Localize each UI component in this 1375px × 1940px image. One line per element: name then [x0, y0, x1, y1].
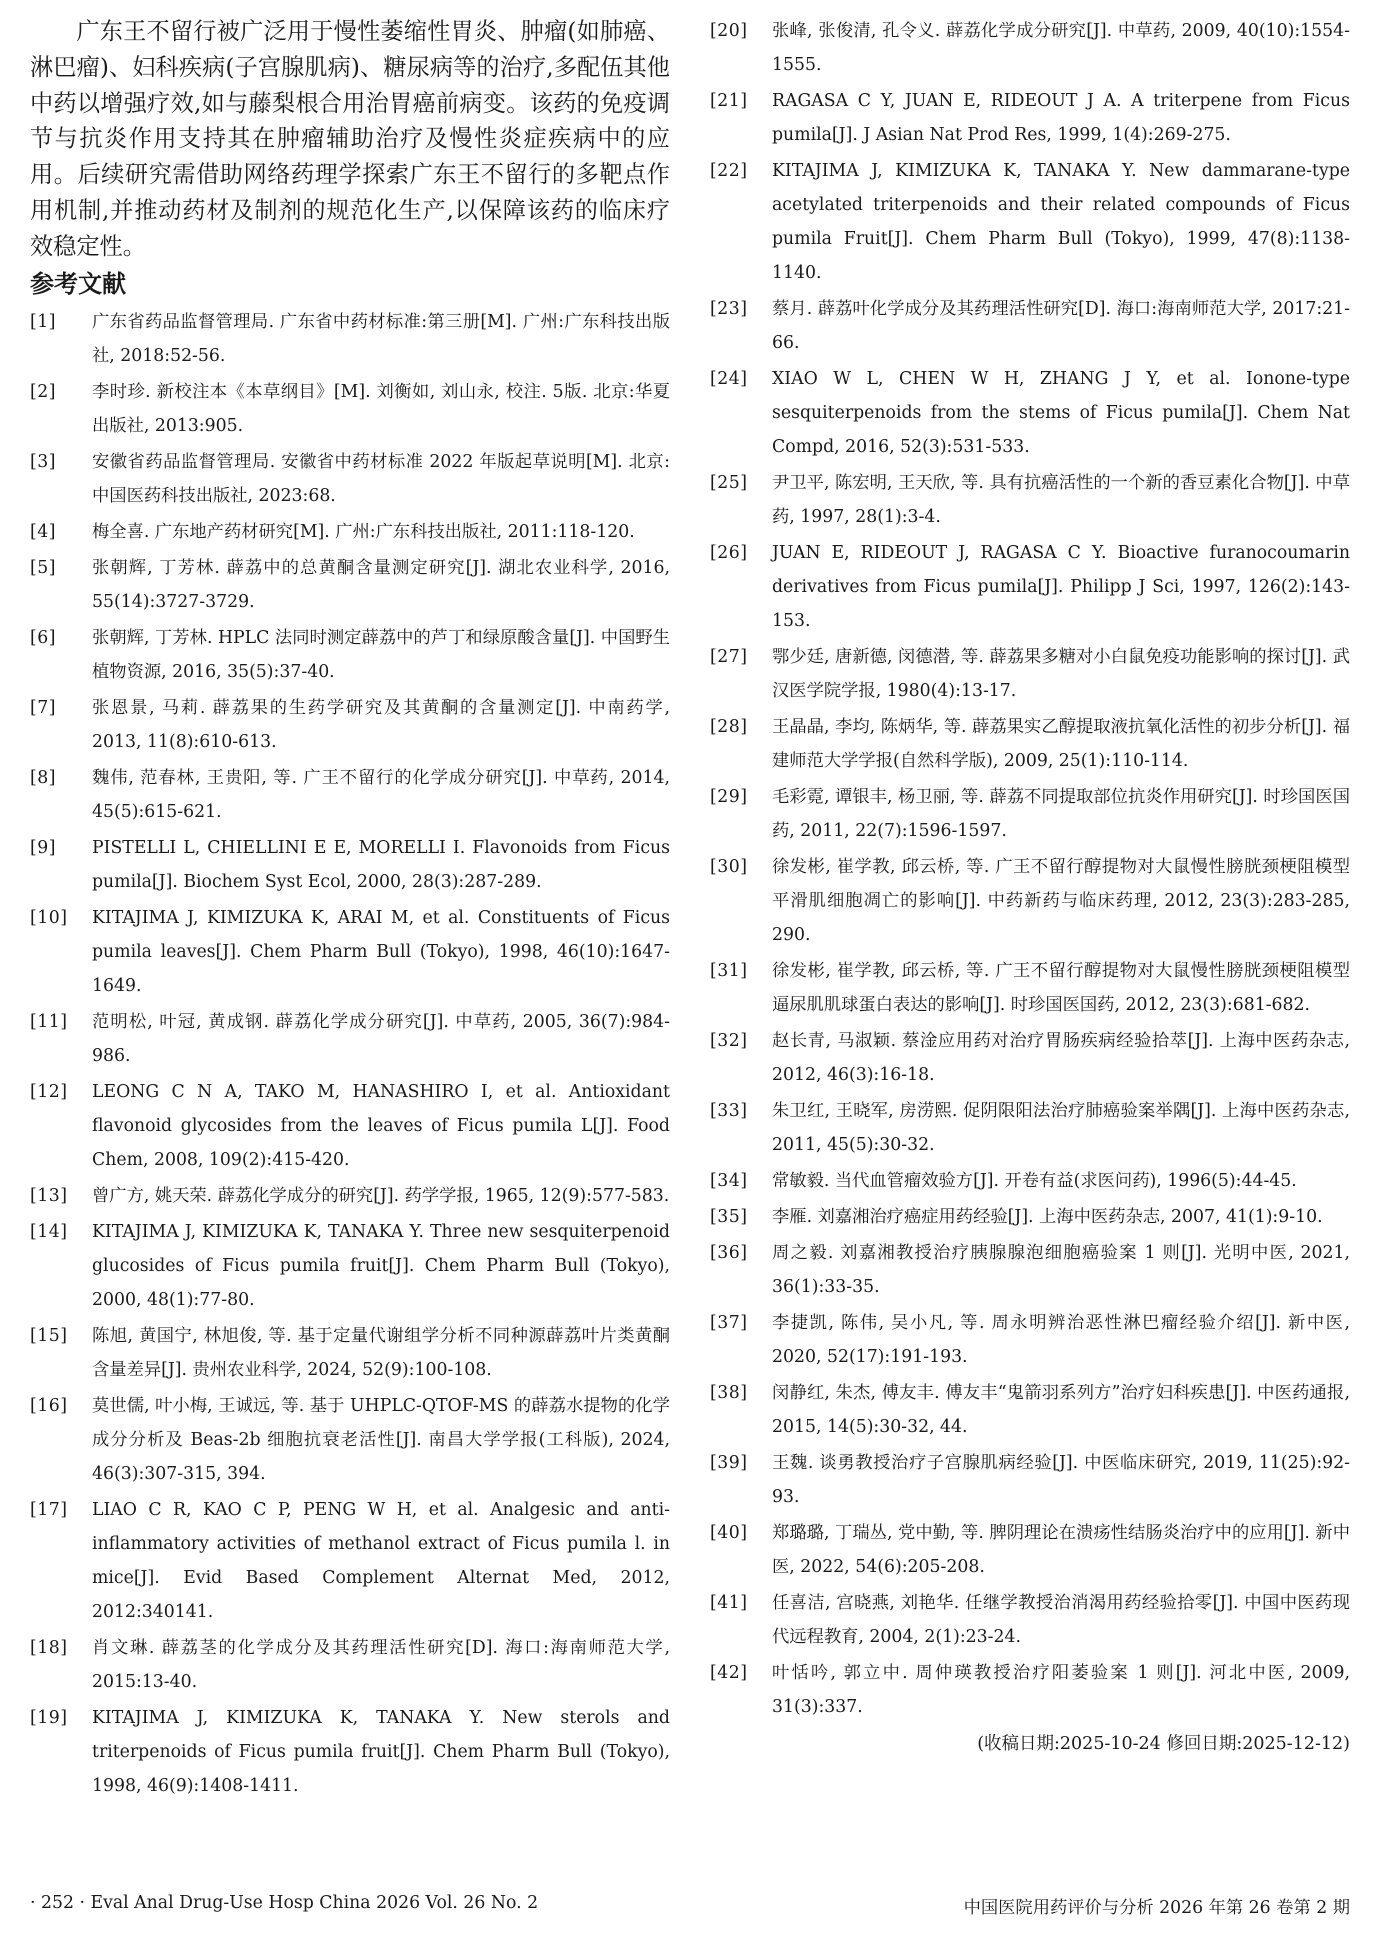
reference-number: [29]	[710, 787, 748, 807]
footer-right: 中国医院用药评价与分析 2026 年第 26 卷第 2 期	[963, 1898, 1350, 1918]
reference-item	[710, 1306, 1350, 1374]
reference-number: [12]	[30, 1081, 68, 1102]
reference-text: 徐发彬, 崔学教, 邱云桥, 等. 广王不留行醇提物对大鼠慢性膀胱颈梗阻模型平滑肌细胞凋亡的影响[J]. 中药新药与临床药理, 2012, 23(3):283-285, 290.	[772, 857, 1350, 945]
reference-text: 尹卫平, 陈宏明, 王天欣, 等. 具有抗癌活性的一个新的香豆素化合物[J]. 中草药, 1997, 28(1):3-4.	[772, 473, 1350, 527]
reference-item	[710, 84, 1350, 152]
reference-number: [2]	[30, 381, 56, 402]
reference-number: [30]	[710, 857, 748, 877]
reference-item	[710, 1024, 1350, 1092]
reference-text: 广东省药品监督管理局. 广东省中药材标准:第三册[M]. 广州:广东科技出版社, 2018:52-56.	[92, 311, 670, 366]
reference-item	[30, 901, 670, 1003]
reference-item	[30, 1005, 670, 1073]
reference-number: [39]	[710, 1453, 748, 1473]
reference-number: [4]	[30, 521, 56, 542]
reference-text: 范明松, 叶冠, 黄成钢. 薜荔化学成分研究[J]. 中草药, 2005, 36(7):984-986.	[92, 1011, 670, 1066]
reference-number: [6]	[30, 627, 56, 648]
reference-item	[710, 954, 1350, 1022]
reference-number: [16]	[30, 1395, 68, 1416]
reference-number: [23]	[710, 299, 748, 319]
reference-text: 鄂少廷, 唐新德, 闵德潜, 等. 薜荔果多糖对小白鼠免疫功能影响的探讨[J]. 武汉医学院学报, 1980(4):13-17.	[772, 647, 1350, 701]
reference-number: [34]	[710, 1171, 748, 1191]
reference-number: [20]	[710, 21, 748, 41]
reference-text: 闵静红, 朱杰, 傅友丰. 傅友丰“鬼箭羽系列方”治疗妇科疾患[J]. 中医药通报, 2015, 14(5):30-32, 44.	[772, 1383, 1350, 1437]
reference-number: [25]	[710, 473, 748, 493]
reference-number: [24]	[710, 369, 748, 389]
reference-text: 周之毅. 刘嘉湘教授治疗胰腺腺泡细胞癌验案 1 则[J]. 光明中医, 2021, 36(1):33-35.	[772, 1243, 1350, 1297]
reference-item	[710, 850, 1350, 952]
reference-text: RAGASA C Y, JUAN E, RIDEOUT J A. A triterpene from Ficus pumila[J]. J Asian Nat Prod Res, 1999, 1(4):269-275.	[772, 91, 1350, 145]
reference-number: [13]	[30, 1185, 68, 1206]
reference-item	[30, 551, 670, 619]
reference-text: 赵长青, 马淑颖. 蔡淦应用药对治疗胃肠疾病经验拾萃[J]. 上海中医药杂志, 2012, 46(3):16-18.	[772, 1031, 1350, 1085]
reference-text: PISTELLI L, CHIELLINI E E, MORELLI I. Flavonoids from Ficus pumila[J]. Biochem Syst Ecol, 2000, 28(3):287-289.	[92, 837, 670, 892]
reference-item	[710, 1200, 1350, 1234]
received-date-note: (收稿日期:2025-10-24 修回日期:2025-12-12)	[977, 1734, 1350, 1754]
reference-item	[30, 1389, 670, 1491]
reference-item	[30, 1631, 670, 1699]
reference-item	[30, 1075, 670, 1177]
reference-text: 任喜洁, 宫晓燕, 刘艳华. 任继学教授治消渴用药经验拾零[J]. 中国中医药现代远程教育, 2004, 2(1):23-24.	[772, 1593, 1350, 1647]
reference-number: [38]	[710, 1383, 748, 1403]
reference-number: [35]	[710, 1207, 748, 1227]
reference-number: [11]	[30, 1011, 68, 1032]
references-heading: 参考文献	[30, 269, 126, 298]
reference-item	[710, 1094, 1350, 1162]
reference-text: 李雁. 刘嘉湘治疗癌症用药经验[J]. 上海中医药杂志, 2007, 41(1):9-10.	[772, 1207, 1323, 1227]
reference-list-left	[30, 305, 670, 1803]
reference-number: [32]	[710, 1031, 748, 1051]
reference-number: [27]	[710, 647, 748, 667]
reference-text: LIAO C R, KAO C P, PENG W H, et al. Analgesic and anti-inflammatory activities of methanol extract of Ficus pumila l. in mice[J]. Evid Based Complement Alternat Med, 2012, 2012:340141.	[92, 1499, 670, 1622]
reference-item	[30, 305, 670, 373]
reference-text: 魏伟, 范春林, 王贵阳, 等. 广王不留行的化学成分研究[J]. 中草药, 2014, 45(5):615-621.	[92, 767, 670, 822]
right-column	[710, 14, 1350, 1760]
reference-item	[30, 1179, 670, 1213]
reference-item	[30, 1319, 670, 1387]
reference-number: [5]	[30, 557, 56, 578]
reference-item	[30, 515, 670, 549]
reference-number: [8]	[30, 767, 56, 788]
reference-text: XIAO W L, CHEN W H, ZHANG J Y, et al. Ionone-type sesquiterpenoids from the stems of Ficus pumila[J]. Chem Nat Compd, 2016, 52(3):531-533.	[772, 369, 1350, 457]
reference-number: [3]	[30, 451, 56, 472]
reference-text: 王晶晶, 李均, 陈炳华, 等. 薜荔果实乙醇提取液抗氧化活性的初步分析[J]. 福建师范大学学报(自然科学版), 2009, 25(1):110-114.	[772, 717, 1350, 771]
reference-item	[710, 1164, 1350, 1198]
reference-text: KITAJIMA J, KIMIZUKA K, TANAKA Y. New dammarane-type acetylated triterpenoids and their related compounds of Ficus pumila Fruit[J]. Chem Pharm Bull (Tokyo), 1999, 47(8):1138-1140.	[772, 161, 1350, 283]
reference-item	[710, 292, 1350, 360]
reference-number: [7]	[30, 697, 56, 718]
reference-item	[30, 691, 670, 759]
reference-item	[710, 1656, 1350, 1724]
page-footer	[30, 1893, 1350, 1918]
reference-item	[30, 1215, 670, 1317]
reference-item	[30, 761, 670, 829]
reference-number: [15]	[30, 1325, 68, 1346]
reference-item	[710, 154, 1350, 290]
reference-text: 常敏毅. 当代血管瘤效验方[J]. 开卷有益(求医问药), 1996(5):44-45.	[772, 1171, 1297, 1191]
reference-text: 张朝辉, 丁芳林. 薜荔中的总黄酮含量测定研究[J]. 湖北农业科学, 2016, 55(14):3727-3729.	[92, 557, 670, 612]
reference-text: 李时珍. 新校注本《本草纲目》[M]. 刘衡如, 刘山永, 校注. 5版. 北京:华夏出版社, 2013:905.	[92, 381, 670, 436]
reference-number: [14]	[30, 1221, 68, 1242]
reference-item	[710, 14, 1350, 82]
reference-item	[30, 621, 670, 689]
reference-number: [18]	[30, 1637, 68, 1658]
reference-number: [17]	[30, 1499, 68, 1520]
reference-item	[710, 1446, 1350, 1514]
reference-text: 叶恬吟, 郭立中. 周仲瑛教授治疗阳萎验案 1 则[J]. 河北中医, 2009, 31(3):337.	[772, 1663, 1350, 1717]
reference-text: 张恩景, 马莉. 薜荔果的生药学研究及其黄酮的含量测定[J]. 中南药学, 2013, 11(8):610-613.	[92, 697, 670, 752]
reference-text: 肖文琳. 薜荔茎的化学成分及其药理活性研究[D]. 海口:海南师范大学, 2015:13-40.	[92, 1637, 670, 1692]
footer-left: · 252 · Eval Anal Drug-Use Hosp China 2026 Vol. 26 No. 2	[30, 1893, 539, 1913]
reference-number: [26]	[710, 543, 748, 563]
reference-number: [33]	[710, 1101, 748, 1121]
reference-number: [21]	[710, 91, 748, 111]
reference-number: [31]	[710, 961, 748, 981]
reference-text: 王魏. 谈勇教授治疗子宫腺肌病经验[J]. 中医临床研究, 2019, 11(25):92-93.	[772, 1453, 1350, 1507]
reference-text: 梅全喜. 广东地产药材研究[M]. 广州:广东科技出版社, 2011:118-120.	[92, 521, 635, 542]
reference-item	[710, 1516, 1350, 1584]
reference-text: 蔡月. 薜荔叶化学成分及其药理活性研究[D]. 海口:海南师范大学, 2017:21-66.	[772, 299, 1350, 353]
reference-item	[710, 362, 1350, 464]
reference-text: 李捷凯, 陈伟, 吴小凡, 等. 周永明辨治恶性淋巴瘤经验介绍[J]. 新中医, 2020, 52(17):191-193.	[772, 1313, 1350, 1367]
reference-text: JUAN E, RIDEOUT J, RAGASA C Y. Bioactive furanocoumarin derivatives from Ficus pumila[J]. Philipp J Sci, 1997, 126(2):143-153.	[772, 543, 1350, 631]
reference-text: LEONG C N A, TAKO M, HANASHIRO I, et al. Antioxidant flavonoid glycosides from the leaves of Ficus pumila L[J]. Food Chem, 2008, 109(2):415-420.	[92, 1081, 670, 1170]
reference-number: [42]	[710, 1663, 748, 1683]
reference-text: 张峰, 张俊清, 孔令义. 薜荔化学成分研究[J]. 中草药, 2009, 40(10):1554-1555.	[772, 21, 1350, 75]
reference-number: [9]	[30, 837, 56, 858]
reference-number: [19]	[30, 1707, 68, 1728]
reference-number: [28]	[710, 717, 748, 737]
reference-text: 郑璐璐, 丁瑞丛, 党中勤, 等. 脾阴理论在溃疡性结肠炎治疗中的应用[J]. 新中医, 2022, 54(6):205-208.	[772, 1523, 1350, 1577]
reference-item	[710, 1236, 1350, 1304]
reference-number: [40]	[710, 1523, 748, 1543]
reference-item	[30, 831, 670, 899]
reference-number: [22]	[710, 161, 748, 181]
reference-text: KITAJIMA J, KIMIZUKA K, TANAKA Y. New sterols and triterpenoids of Ficus pumila fruit[J]. Chem Pharm Bull (Tokyo), 1998, 46(9):1408-1411.	[92, 1707, 670, 1796]
reference-text: 陈旭, 黄国宁, 林旭俊, 等. 基于定量代谢组学分析不同种源薜荔叶片类黄酮含量差异[J]. 贵州农业科学, 2024, 52(9):100-108.	[92, 1325, 670, 1380]
reference-item	[710, 536, 1350, 638]
reference-number: [36]	[710, 1243, 748, 1263]
left-column	[30, 14, 670, 1805]
reference-item	[30, 375, 670, 443]
reference-text: 徐发彬, 崔学教, 邱云桥, 等. 广王不留行醇提物对大鼠慢性膀胱颈梗阻模型逼尿肌肌球蛋白表达的影响[J]. 时珍国医国药, 2012, 23(3):681-682.	[772, 961, 1350, 1015]
reference-text: KITAJIMA J, KIMIZUKA K, TANAKA Y. Three new sesquiterpenoid glucosides of Ficus pumila fruit[J]. Chem Pharm Bull (Tokyo), 2000, 48(1):77-80.	[92, 1221, 670, 1310]
body-paragraph: 广东王不留行被广泛用于慢性萎缩性胃炎、肿瘤(如肺癌、淋巴瘤)、妇科疾病(子宫腺肌病)、糖尿病等的治疗,多配伍其他中药以增强疗效,如与藤梨根合用治胃癌前病变。该药的免疫调节与抗炎作用支持其在肿瘤辅助治疗及慢性炎症疾病中的应用。后续研究需借助网络药理学探索广东王不留行的多靶点作用机制,并推动药材及制剂的规范化生产,以保障该药的临床疗效稳定性。	[30, 18, 670, 260]
reference-item	[710, 1586, 1350, 1654]
reference-item	[710, 466, 1350, 534]
reference-text: 莫世儒, 叶小梅, 王诚远, 等. 基于 UHPLC-QTOF-MS 的薜荔水提物的化学成分分析及 Beas-2b 细胞抗衰老活性[J]. 南昌大学学报(工科版), 2024, 46(3):307-315, 394.	[92, 1395, 670, 1484]
reference-text: 张朝辉, 丁芳林. HPLC 法同时测定薜荔中的芦丁和绿原酸含量[J]. 中国野生植物资源, 2016, 35(5):37-40.	[92, 627, 670, 682]
reference-text: 安徽省药品监督管理局. 安徽省中药材标准 2022 年版起草说明[M]. 北京:中国医药科技出版社, 2023:68.	[92, 451, 670, 506]
reference-list-right	[710, 14, 1350, 1724]
reference-item	[710, 640, 1350, 708]
reference-item	[710, 710, 1350, 778]
reference-number: [37]	[710, 1313, 748, 1333]
reference-number: [10]	[30, 907, 68, 928]
reference-text: 毛彩霓, 谭银丰, 杨卫丽, 等. 薜荔不同提取部位抗炎作用研究[J]. 时珍国医国药, 2011, 22(7):1596-1597.	[772, 787, 1350, 841]
reference-item	[710, 780, 1350, 848]
reference-item	[30, 1493, 670, 1629]
reference-item	[30, 1701, 670, 1803]
reference-text: 曾广方, 姚天荣. 薜荔化学成分的研究[J]. 药学学报, 1965, 12(9):577-583.	[92, 1185, 670, 1206]
reference-text: 朱卫红, 王晓军, 房涝熙. 促阴限阳法治疗肺癌验案举隅[J]. 上海中医药杂志, 2011, 45(5):30-32.	[772, 1101, 1350, 1155]
reference-text: KITAJIMA J, KIMIZUKA K, ARAI M, et al. Constituents of Ficus pumila leaves[J]. Chem Pharm Bull (Tokyo), 1998, 46(10):1647-1649.	[92, 907, 670, 996]
reference-item	[710, 1376, 1350, 1444]
reference-item	[30, 445, 670, 513]
reference-number: [1]	[30, 311, 56, 332]
reference-number: [41]	[710, 1593, 748, 1613]
